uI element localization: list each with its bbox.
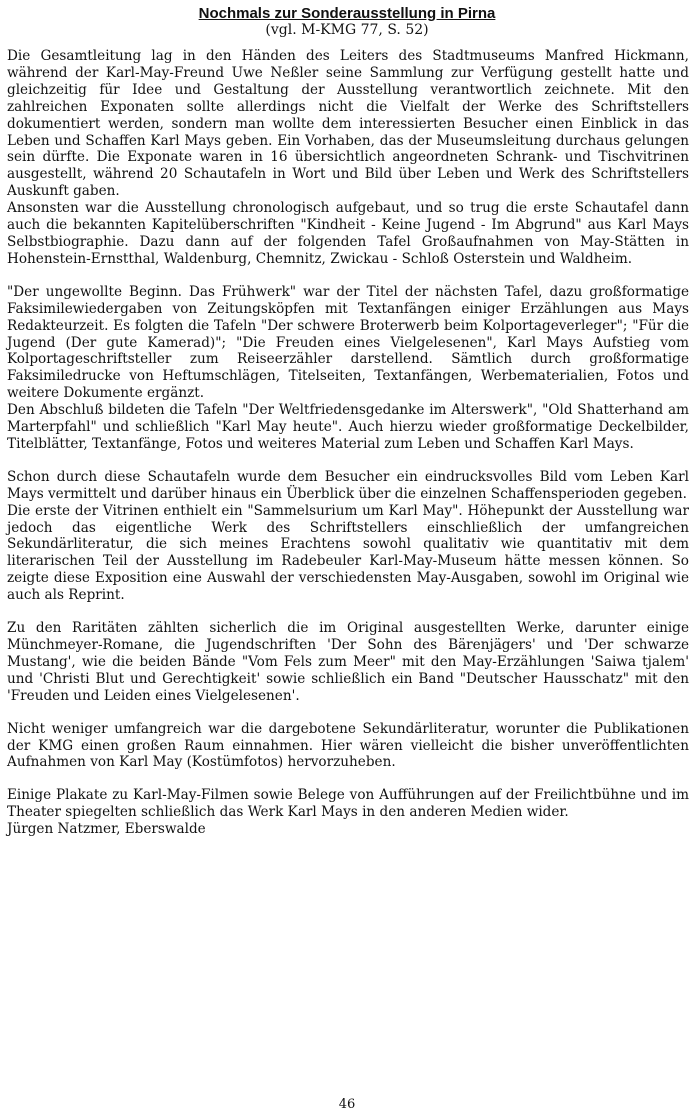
paragraph: Den Abschluß bildeten die Tafeln "Der Weltfriedensgedanke im Alterswerk", "Old Shatterhand am Marterpfahl" und schließlich "Karl May heute". Auch hierzu wieder großformatige Deckelbilder, Titelblätter, Textanfänge, Fotos und weiteres Material zum Leben und Schaffen Karl Mays. <box>7 402 689 452</box>
paragraph: Die Gesamtleitung lag in den Händen des Leiters des Stadtmuseums Manfred Hickmann, während der Karl-May-Freund Uwe Neßler seine Sammlung zur Verfügung gestellt hatte und gleichzeitig für Idee und Gestaltung der Ausstellung verantwortlich zeichnete. Mit den zahlreichen Exponaten sollte allerdings nicht die Vielfalt der Werke des Schriftstellers dokumentiert werden, sondern man wollte dem interessierten Besucher einen Einblick in das Leben und Schaffen Karl Mays geben. Ein Vorhaben, das der Museumsleitung durchaus gelungen sein dürfte. Die Exponate waren in 16 übersichtlich angeordneten Schrank- und Tischvitrinen ausgestellt, während 20 Schautafeln in Wort und Bild über Leben und Werk des Schriftstellers Auskunft gaben. <box>7 48 689 200</box>
article-body <box>7 48 689 838</box>
author-signature: Jürgen Natzmer, Eberswalde <box>7 821 206 838</box>
paragraph: Nicht weniger umfangreich war die dargebotene Sekundärliteratur, worunter die Publikationen der KMG einen großen Raum einnahmen. Hier wären vielleicht die bisher unveröffentlichten Aufnahmen von Karl May (Kostümfotos) hervorzuheben. <box>7 720 689 771</box>
title-block <box>0 5 694 38</box>
paragraph: Die erste der Vitrinen enthielt ein "Sammelsurium um Karl May". Höhepunkt der Ausstellung war jedoch das eigentliche Werk des Schriftstellers einschließlich der umfangreichen Sekundärliteratur, die sich meines Erachtens sowohl qualitativ wie quantitativ mit dem literarischen Teil der Ausstellung im Radebeuler Karl-May-Museum hätte messen können. So zeigte diese Exposition eine Auswahl der verschiedensten May-Ausgaben, sowohl im Original wie auch als Reprint. <box>7 502 689 604</box>
article-title: Nochmals zur Sonderausstellung in Pirna <box>198 5 496 22</box>
paragraph: "Der ungewollte Beginn. Das Frühwerk" war der Titel der nächsten Tafel, dazu großformatige Faksimilewiedergaben von Zeitungsköpfen mit Textanfängen einiger Erzählungen aus Mays Redakteurzeit. Es folgten die Tafeln "Der schwere Broterwerb beim Kolportageverleger"; "Für die Jugend (Der gute Kamerad)"; "Die Freuden eines Vielgelesenen", Karl Mays Aufstieg vom Kolportageschriftsteller zum Reiseerzähler darstellend. Sämtlich durch großformatige Faksimiledrucke von Heftumschlägen, Titelseiten, Textanfängen, Werbematerialien, Fotos und weitere Dokumente ergänzt. <box>7 283 689 402</box>
page-number: 46 <box>338 1097 356 1112</box>
paragraph: Schon durch diese Schautafeln wurde dem Besucher ein eindrucksvolles Bild vom Leben Karl Mays vermittelt und darüber hinaus ein Überblick über die einzelnen Schaffensperioden gegeben. <box>7 468 689 502</box>
paragraph: Einige Plakate zu Karl-May-Filmen sowie Belege von Aufführungen auf der Freilichtbühne und im Theater spiegelten schließlich das Werk Karl Mays in den anderen Medien wider. <box>7 787 689 821</box>
paragraph: Zu den Raritäten zählten sicherlich die im Original ausgestellten Werke, darunter einige Münchmeyer-Romane, die Jugendschriften 'Der Sohn des Bärenjägers' und 'Der schwarze Mustang', wie die beiden Bände "Vom Fels zum Meer" mit den May-Erzählungen 'Saiwa tjalem' und 'Christi Blut und Gerechtigkeit' sowie schließlich ein Band "Deutscher Hausschatz" mit den 'Freuden und Leiden eines Vielgelesenen'. <box>7 620 689 704</box>
article-reference: (vgl. M-KMG 77, S. 52) <box>265 22 429 38</box>
paragraph: Ansonsten war die Ausstellung chronologisch aufgebaut, und so trug die erste Schautafel dann auch die bekannten Kapitelüberschriften "Kindheit - Keine Jugend - Im Abgrund" aus Karl Mays Selbstbiographie. Dazu dann auf der folgenden Tafel Großaufnahmen von May-Stätten in Hohenstein-Ernstthal, Waldenburg, Chemnitz, Zwickau - Schloß Osterstein und Waldheim. <box>7 200 689 267</box>
